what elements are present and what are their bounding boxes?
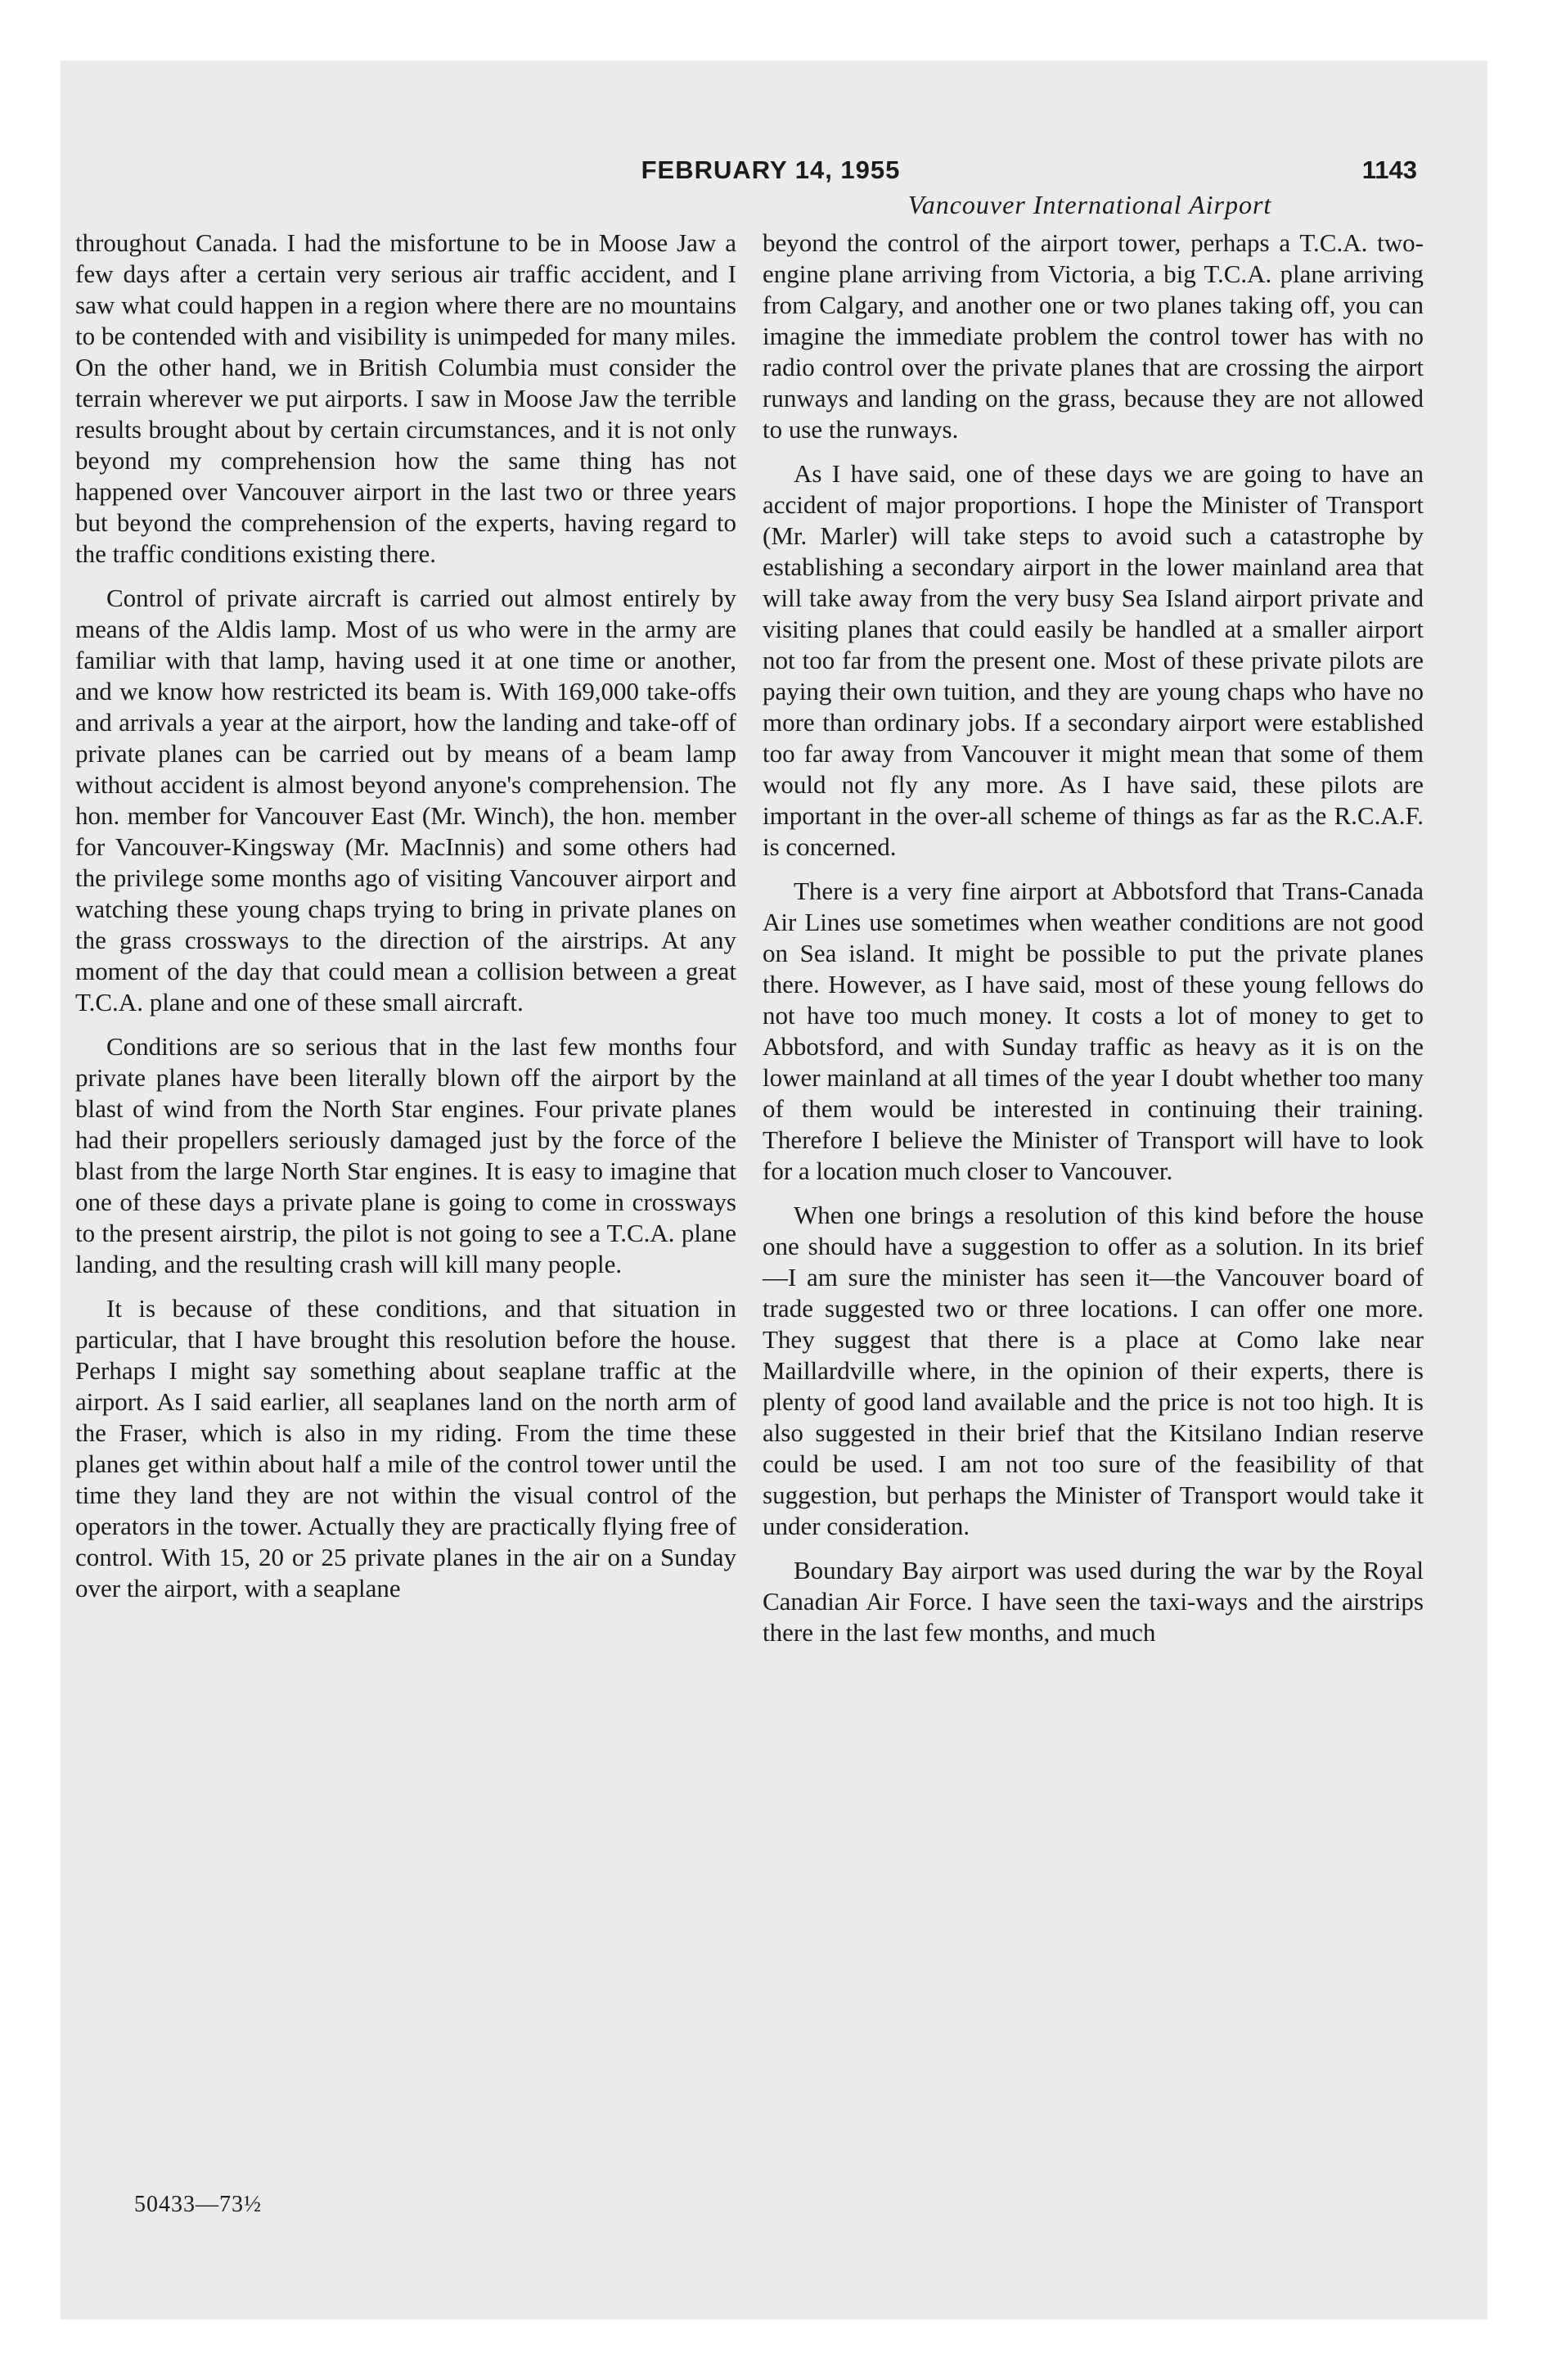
section-subject: Vancouver International Airport (907, 190, 1272, 219)
page-number: 1143 (1361, 156, 1417, 184)
paragraph: When one brings a resolution of this kind before the house one should have a suggestion to offer as a solution. In its brief —I am sure the minister has seen it—the Vancouver board of trade suggested two or three locations. I can offer one more. They suggest that there is a place at Como lake near Maillardville where, in the opinion of their experts, there is plenty of good land available and the price is not too high. It is also suggested in their brief that the Kitsilano Indian reserve could be used. I am not too sure of the feasibility of that suggestion, but perhaps the Minister of Transport would take it under consideration. (763, 1201, 1424, 1540)
left-column (75, 228, 736, 1617)
print-code: 50433—73½ (134, 2192, 262, 2217)
right-column (763, 228, 1424, 1661)
paragraph: beyond the control of the airport tower, perhaps a T.C.A. two-engine plane arriving from Victoria, a big T.C.A. plane arriving from Calgary, and another one or two planes taking off, you can imagine the immediate problem the control tower has with no radio control over the private planes that are crossing the airport runways and landing on the grass, because they are not allowed to use the runways. (763, 228, 1424, 444)
paragraph: As I have said, one of these days we are going to have an accident of major proportions. I hope the Minister of Transport (Mr. Marler) will take steps to avoid such a catastrophe by establishing a secondary airport in the lower mainland area that will take away from the very busy Sea Island airport private and visiting planes that could easily be handled at a smaller airport not too far from the present one. Most of these private pilots are paying their own tuition, and they are young chaps who have no more than ordinary jobs. If a secondary airport were established too far away from Vancouver it might mean that some of them would not fly any more. As I have said, these pilots are important in the over-all scheme of things as far as the R.C.A.F. is concerned. (763, 459, 1424, 861)
paragraph: It is because of these conditions, and that situation in particular, that I have brought this resolution before the house. Perhaps I might say something about seaplane traffic at the airport. As I said earlier, all seaplanes land on the north arm of the Fraser, which is also in my riding. From the time these planes get within about half a mile of the control tower until the time they land they are not within the visual control of the operators in the tower. Actually they are practically flying free of control. With 15, 20 or 25 private planes in the air on a Sunday over the airport, with a seaplane (75, 1294, 736, 1602)
paragraph: Control of private aircraft is carried out almost entirely by means of the Aldis lamp. Most of us who were in the army are familiar with that lamp, having used it at one time or another, and we know how restricted its beam is. With 169,000 take-offs and arrivals a year at the airport, how the landing and take-off of private planes can be carried out by means of a beam lamp without accident is almost beyond anyone's comprehension. The hon. member for Vancouver East (Mr. Winch), the hon. member for Vancouver-Kingsway (Mr. MacInnis) and some others had the privilege some months ago of visiting Vancouver airport and watching these young chaps trying to bring in private planes on the grass crossways to the direction of the airstrips. At any moment of the day that could mean a collision between a great T.C.A. plane and one of these small aircraft. (75, 584, 736, 1016)
paragraph: There is a very fine airport at Abbotsford that Trans-Canada Air Lines use sometimes when weather conditions are not good on Sea island. It might be possible to put the private planes there. However, as I have said, most of these young fellows do not have too much money. It costs a lot of money to get to Abbotsford, and with Sunday traffic as heavy as it is on the lower mainland at all times of the year I doubt whether too many of them would be interested in continuing their training. Therefore I believe the Minister of Transport will have to look for a location much closer to Vancouver. (763, 877, 1424, 1185)
paragraph: throughout Canada. I had the misfortune to be in Moose Jaw a few days after a certain very serious air traffic accident, and I saw what could happen in a region where there are no mountains to be contended with and visibility is unimpeded for many miles. On the other hand, we in British Columbia must consider the terrain wherever we put airports. I saw in Moose Jaw the terrible results brought about by certain circumstances, and it is not only beyond my comprehension how the same thing has not happened over Vancouver airport in the last two or three years but beyond the comprehension of the experts, having regard to the traffic conditions existing there. (75, 228, 736, 568)
paragraph: Boundary Bay airport was used during the war by the Royal Canadian Air Force. I have seen the taxi-ways and the airstrips there in the last few months, and much (763, 1556, 1424, 1647)
header-date: FEBRUARY 14, 1955 (641, 156, 901, 184)
paragraph: Conditions are so serious that in the last few months four private planes have been literally blown off the airport by the blast of wind from the North Star engines. Four private planes had their propellers seriously damaged just by the force of the blast from the large North Star engines. It is easy to imagine that one of these days a private plane is going to come in crossways to the present airstrip, the pilot is not going to see a T.C.A. plane landing, and the resulting crash will kill many people. (75, 1032, 736, 1278)
